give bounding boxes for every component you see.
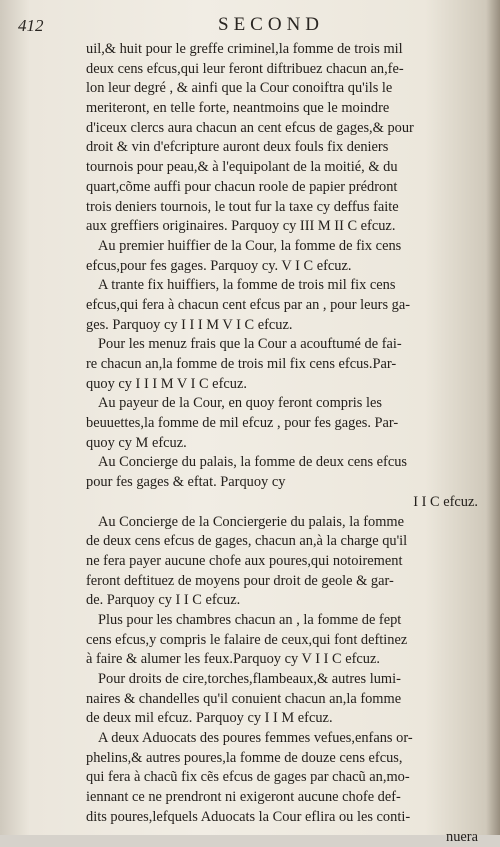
text-line: de deux cens efcus de gages, chacun an,à la charge qu'il: [86, 532, 488, 552]
running-head: SECOND: [218, 14, 324, 36]
text-line: re chacun an,la fomme de trois mil fix cens efcus.Par-: [86, 355, 488, 375]
text-line: Au Concierge de la Conciergerie du palais, la fomme: [86, 513, 488, 533]
text-line: Plus pour les chambres chacun an , la fomme de fept: [86, 611, 488, 631]
text-line: uil,& huit pour le greffe criminel,la fomme de trois mil: [86, 40, 488, 60]
text-line: aux greffiers originaires. Parquoy cy III M II C efcuz.: [86, 217, 488, 237]
text-line: ne fera payer aucune chofe aux poures,qui notoirement: [86, 552, 488, 572]
text-line: efcus,qui fera à chacun cent efcus par an , pour leurs ga-: [86, 296, 488, 316]
text-line: efcus,pour fes gages. Parquoy cy. V I C efcuz.: [86, 257, 488, 277]
text-line: Au Concierge du palais, la fomme de deux cens efcus: [86, 453, 488, 473]
text-line: nuera: [86, 828, 488, 847]
text-line: phelins,& autres poures,la fomme de douze cens efcus,: [86, 749, 488, 769]
text-line: feront deftituez de moyens pour droit de geole & gar-: [86, 572, 488, 592]
body-text: [86, 40, 488, 847]
text-line: quart,cõme auffi pour chacun roole de papier prédront: [86, 178, 488, 198]
text-line: meriteront, en telle forte, neantmoins que le moindre: [86, 99, 488, 119]
page-number: 412: [18, 16, 44, 36]
text-line: deux cens efcus,qui leur feront diftribuez chacun an,fe-: [86, 60, 488, 80]
text-line: Au premier huiffier de la Cour, la fomme de fix cens: [86, 237, 488, 257]
text-line: lon leur degré , & ainfi que la Cour conoiftra qu'ils le: [86, 79, 488, 99]
text-line: ges. Parquoy cy I I I M V I C efcuz.: [86, 316, 488, 336]
text-line: de deux mil efcuz. Parquoy cy I I M efcuz.: [86, 709, 488, 729]
page-gutter-shadow: [486, 0, 500, 835]
text-line: beuuettes,la fomme de mil efcuz , pour fes gages. Par-: [86, 414, 488, 434]
text-line: A trante fix huiffiers, la fomme de trois mil fix cens: [86, 276, 488, 296]
text-line: dits poures,lefquels Aduocats la Cour eflira ou les conti-: [86, 808, 488, 828]
text-line: A deux Aduocats des poures femmes vefues,enfans or-: [86, 729, 488, 749]
text-line: I I C efcuz.: [86, 493, 488, 513]
page-header: [18, 10, 488, 38]
text-line: Pour les menuz frais que la Cour a acouftumé de fai-: [86, 335, 488, 355]
text-line: naires & chandelles qu'il conuient chacun an,la fomme: [86, 690, 488, 710]
text-line: à faire & alumer les feux.Parquoy cy V I I C efcuz.: [86, 650, 488, 670]
text-line: Au payeur de la Cour, en quoy feront compris les: [86, 394, 488, 414]
text-line: Pour droits de cire,torches,flambeaux,& autres lumi-: [86, 670, 488, 690]
text-line: qui fera à chacũ fix cẽs efcus de gages par chacũ an,mo-: [86, 768, 488, 788]
text-line: quoy cy I I I M V I C efcuz.: [86, 375, 488, 395]
text-line: tournois pour peau,& à l'equipolant de la moitié, & du: [86, 158, 488, 178]
text-line: trois deniers tournois, le tout fur la taxe cy deffus faite: [86, 198, 488, 218]
text-line: de. Parquoy cy I I C efcuz.: [86, 591, 488, 611]
text-line: cens efcus,y compris le falaire de ceux,qui font deftinez: [86, 631, 488, 651]
text-line: droit & vin d'efcripture auront deux fouls fix deniers: [86, 138, 488, 158]
text-line: iennant ce ne prendront ni exigeront aucune chofe def-: [86, 788, 488, 808]
text-line: d'iceux clercs aura chacun an cent efcus de gages,& pour: [86, 119, 488, 139]
text-line: pour fes gages & eftat. Parquoy cy: [86, 473, 488, 493]
text-line: quoy cy M efcuz.: [86, 434, 488, 454]
